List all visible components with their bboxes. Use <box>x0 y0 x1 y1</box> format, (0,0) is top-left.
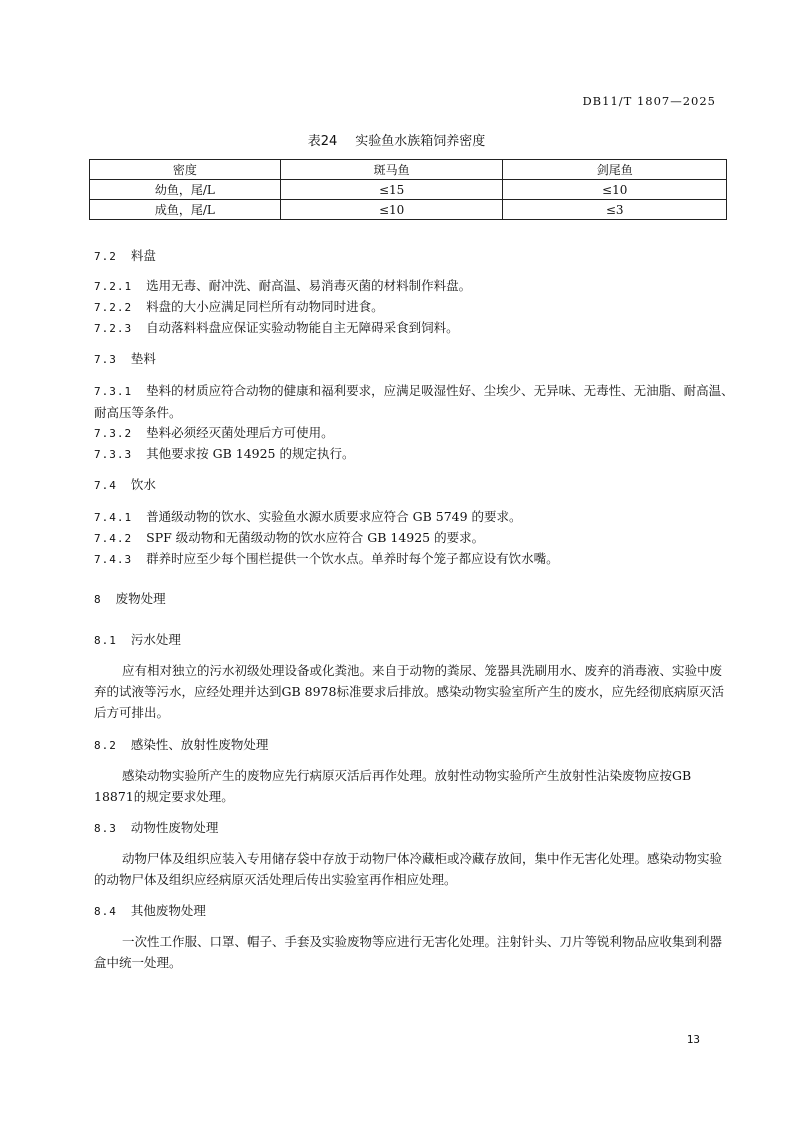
paragraph-8-2: 感染动物实验所产生的废物应先行病原灭活后再作处理。放射性动物实验所产生放射性沾染废物应按GB 18871的规定要求处理。 <box>94 768 692 804</box>
clause-text: 自动落料料盘应保证实验动物能自主无障碍采食到饲料。 <box>146 320 459 335</box>
table-header-cell: 剑尾鱼 <box>503 160 727 180</box>
clause-number: 7.3.1 <box>94 385 133 398</box>
table-header-cell: 密度 <box>90 160 281 180</box>
clause-text: 选用无毒、耐冲洗、耐高温、易消毒灭菌的材料制作料盘。 <box>146 278 472 293</box>
section-number: 7.4 <box>94 479 117 492</box>
clause-number: 7.4.3 <box>94 553 133 566</box>
density-table <box>89 159 727 220</box>
clause-number: 7.2.2 <box>94 301 133 314</box>
section-heading-8-4 <box>94 902 206 921</box>
table-cell: 幼鱼，尾/L <box>90 180 281 200</box>
clause-7-4-1 <box>94 506 734 528</box>
clause-number: 7.3.3 <box>94 448 133 461</box>
clause-7-2-1 <box>94 275 734 297</box>
table-cell: ≤3 <box>503 200 727 220</box>
section-title: 饮水 <box>130 477 156 492</box>
clause-7-4-2 <box>94 527 734 549</box>
table-cell: ≤10 <box>280 200 503 220</box>
table-row <box>90 180 727 200</box>
section-heading-8 <box>94 590 166 609</box>
clause-text: 普通级动物的饮水、实验鱼水源水质要求应符合 GB 5749 的要求。 <box>146 509 522 524</box>
section-number: 8.3 <box>94 822 117 835</box>
clause-7-3-3 <box>94 443 734 465</box>
section-number: 8 <box>94 593 102 606</box>
section-title: 废物处理 <box>115 591 166 606</box>
section-heading-7-2 <box>94 247 156 266</box>
clause-text: 垫料的材质应符合动物的健康和福利要求，应满足吸湿性好、尘埃少、无异味、无毒性、无油脂、耐高温、耐高压等条件。 <box>94 383 734 420</box>
table-title: 实验鱼水族箱饲养密度 <box>355 134 486 149</box>
clause-text: 其他要求按 GB 14925 的规定执行。 <box>146 446 355 461</box>
section-heading-8-3 <box>94 819 218 838</box>
clause-number: 7.4.1 <box>94 511 133 524</box>
section-title: 料盘 <box>130 248 156 263</box>
section-number: 8.2 <box>94 739 117 752</box>
section-number: 8.1 <box>94 634 117 647</box>
section-heading-7-4 <box>94 476 156 495</box>
clause-text: 料盘的大小应满足同栏所有动物同时进食。 <box>146 299 384 314</box>
table-caption <box>0 130 793 149</box>
clause-text: 垫料必须经灭菌处理后方可使用。 <box>146 425 334 440</box>
table-header-cell: 斑马鱼 <box>280 160 503 180</box>
clause-7-3-2 <box>94 422 734 444</box>
table-cell: ≤10 <box>503 180 727 200</box>
section-title: 感染性、放射性废物处理 <box>130 737 269 752</box>
table-cell: 成鱼，尾/L <box>90 200 281 220</box>
section-heading-7-3 <box>94 350 156 369</box>
section-title: 垫料 <box>130 351 156 366</box>
clause-number: 7.2.3 <box>94 322 133 335</box>
clause-7-2-2 <box>94 296 734 318</box>
table-number: 表24 <box>307 134 338 149</box>
document-id-header: DB11/T 1807—2025 <box>582 94 716 108</box>
clause-7-3-1 <box>94 380 734 423</box>
section-number: 8.4 <box>94 905 117 918</box>
section-heading-8-2 <box>94 736 268 755</box>
table-header-row <box>90 160 727 180</box>
paragraph-8-4: 一次性工作服、口罩、帽子、手套及实验废物等应进行无害化处理。注射针头、刀片等锐利物品应收集到利器盒中统一处理。 <box>94 934 723 970</box>
section-title: 动物性废物处理 <box>130 820 219 835</box>
paragraph-8-1: 应有相对独立的污水初级处理设备或化粪池。来自于动物的粪尿、笼器具洗刷用水、废弃的消毒液、实验中废弃的试液等污水，应经处理并达到GB 8978标准要求后排放。感染动物实验室所产生的废水，应先经彻底病原灭活后方可排出。 <box>94 663 724 720</box>
section-title: 污水处理 <box>130 632 181 647</box>
clause-text: 群养时应至少每个围栏提供一个饮水点。单养时每个笼子都应设有饮水嘴。 <box>146 551 559 566</box>
section-number: 7.3 <box>94 353 117 366</box>
paragraph-8-3: 动物尸体及组织应装入专用储存袋中存放于动物尸体冷藏柜或冷藏存放间，集中作无害化处理。感染动物实验的动物尸体及组织应经病原灭活处理后传出实验室再作相应处理。 <box>94 851 723 887</box>
clause-text: SPF 级动物和无菌级动物的饮水应符合 GB 14925 的要求。 <box>146 530 485 545</box>
page-number: 13 <box>686 1033 700 1046</box>
section-number: 7.2 <box>94 250 117 263</box>
section-title: 其他废物处理 <box>130 903 206 918</box>
section-heading-8-1 <box>94 631 181 650</box>
clause-number: 7.2.1 <box>94 280 133 293</box>
clause-7-4-3 <box>94 548 734 570</box>
clause-number: 7.3.2 <box>94 427 133 440</box>
clause-7-2-3 <box>94 317 734 339</box>
clause-number: 7.4.2 <box>94 532 133 545</box>
table-cell: ≤15 <box>280 180 503 200</box>
table-row <box>90 200 727 220</box>
